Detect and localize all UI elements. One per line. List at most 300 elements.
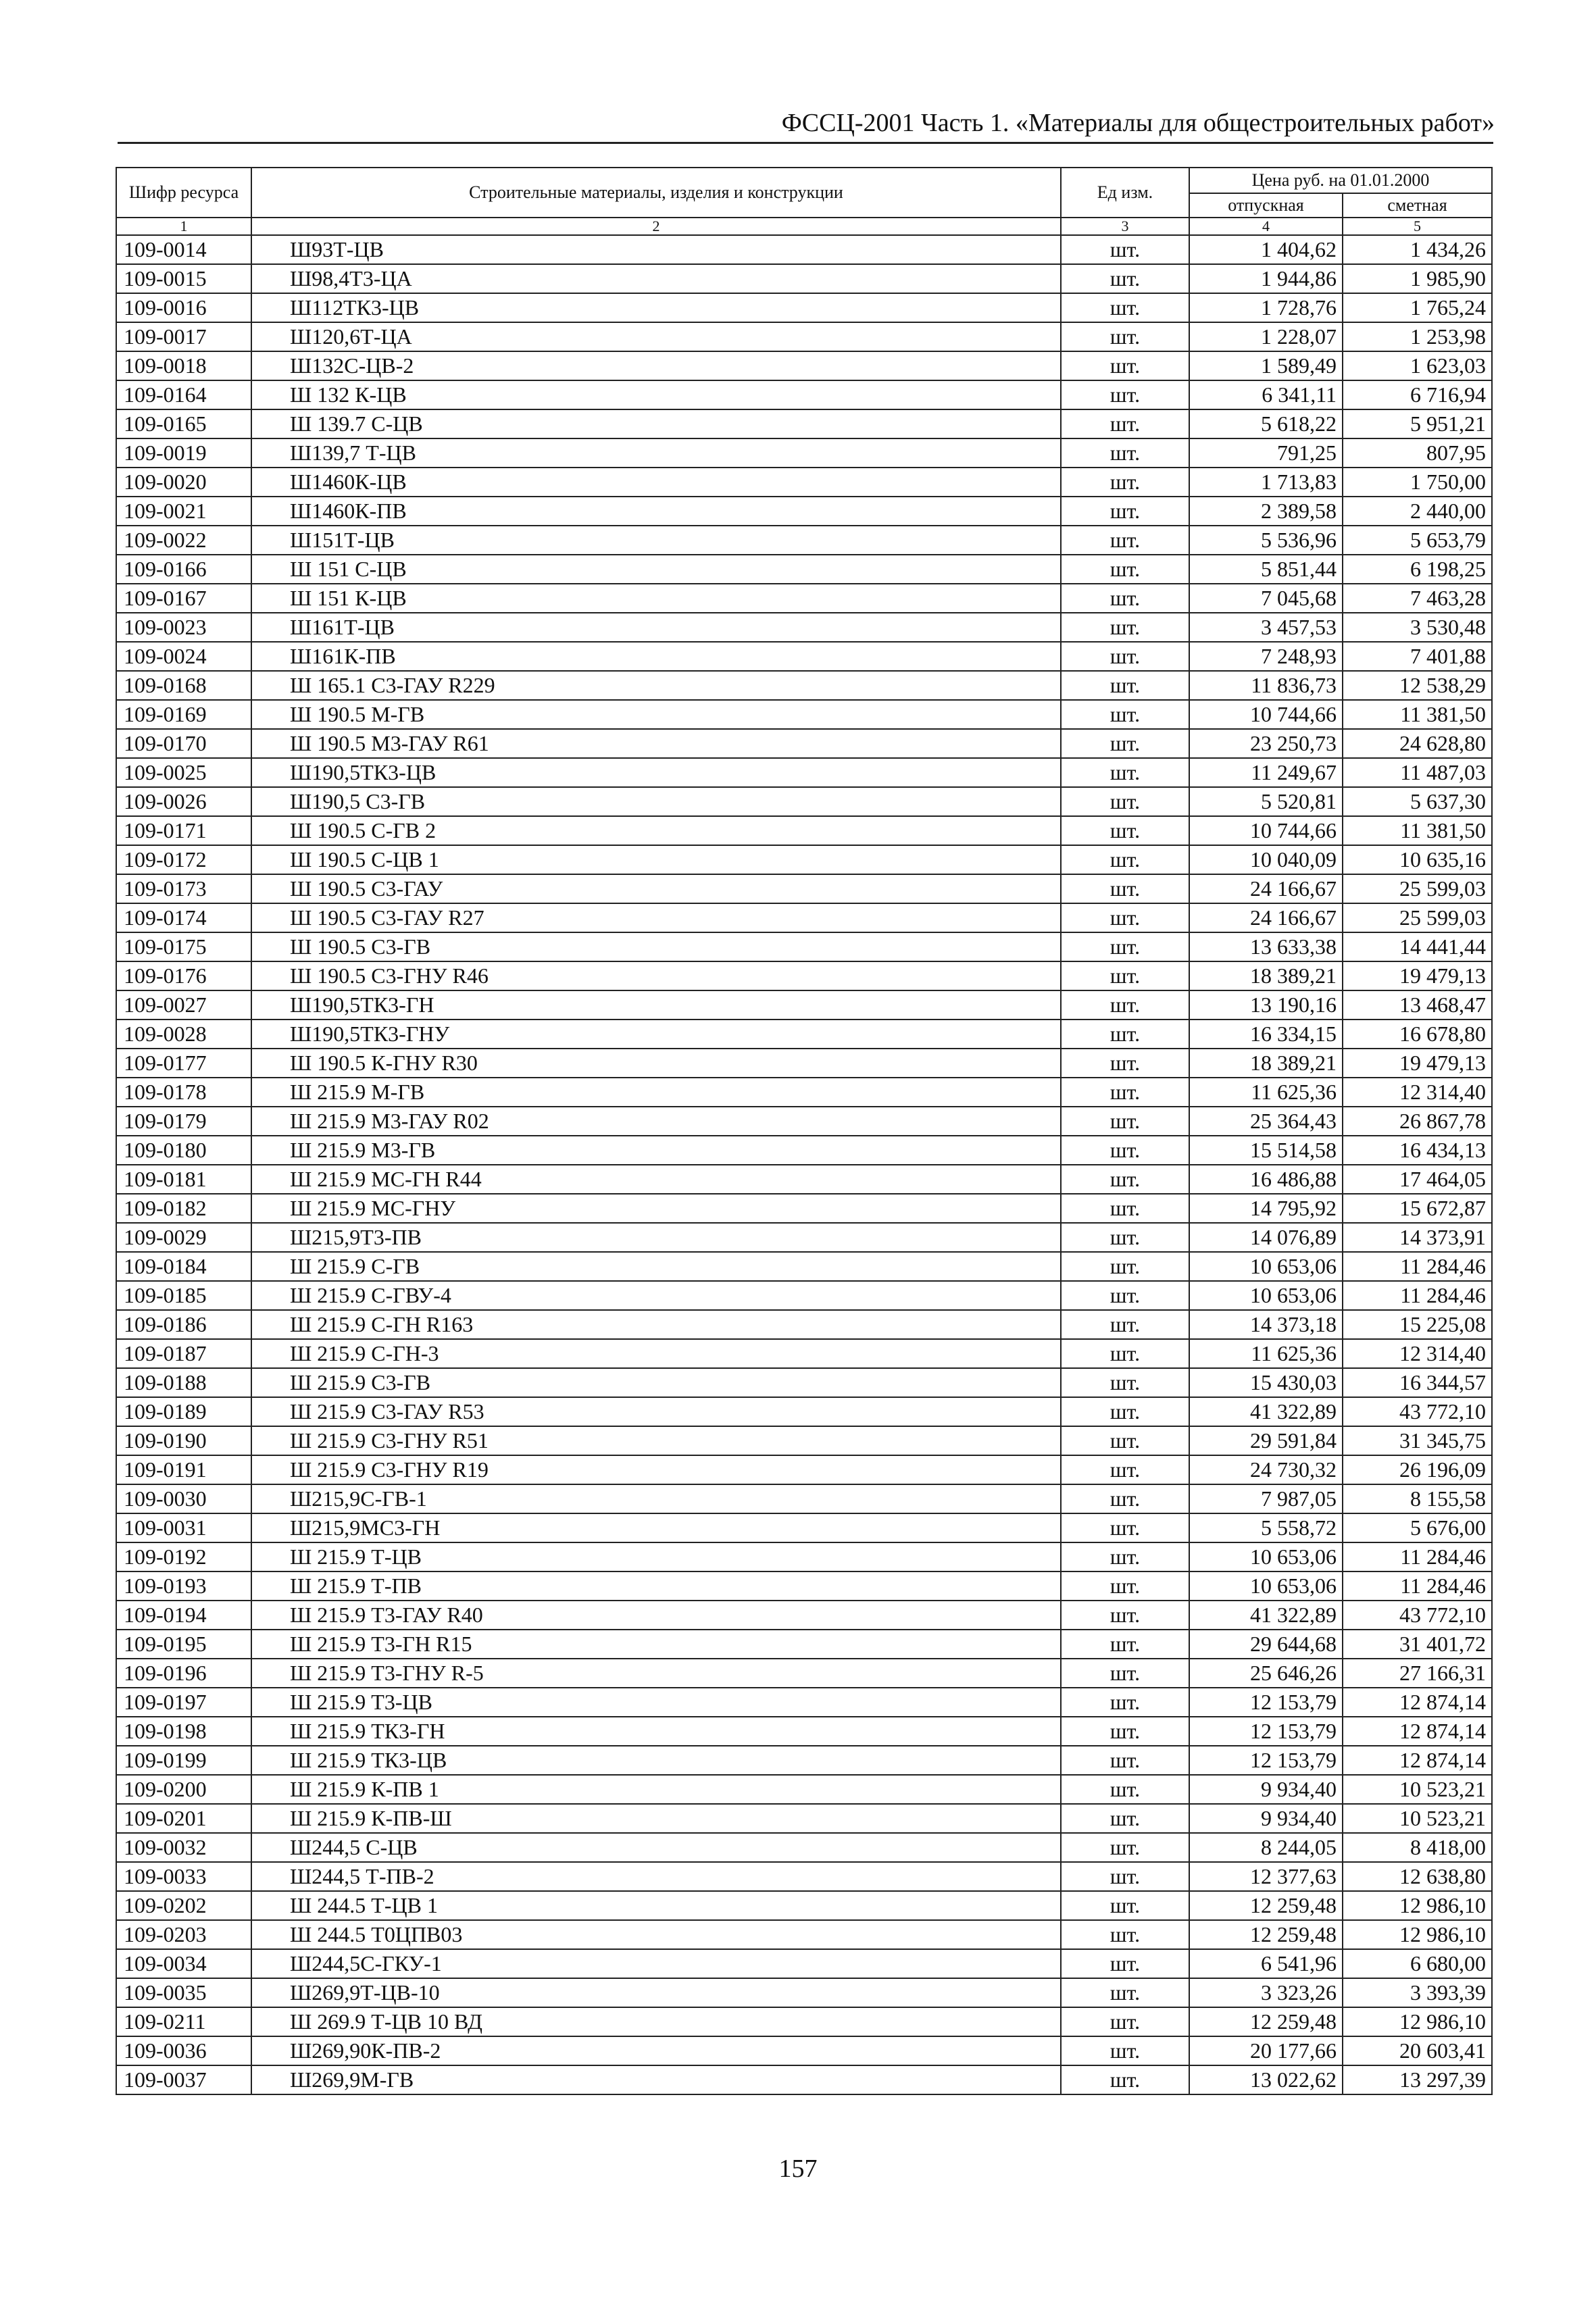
cell-resource-code: 109-0202 — [116, 1891, 251, 1920]
cell-resource-code: 109-0164 — [116, 380, 251, 409]
cell-material-name: Ш 215.9 Т3-ГНУ R-5 — [251, 1659, 1061, 1688]
cell-estimate-price: 1 434,26 — [1343, 235, 1492, 264]
cell-wholesale-price: 9 934,40 — [1189, 1804, 1343, 1833]
cell-material-name: Ш215,9МС3-ГН — [251, 1513, 1061, 1542]
cell-resource-code: 109-0179 — [116, 1107, 251, 1136]
cell-material-name: Ш269,90К-ПВ-2 — [251, 2036, 1061, 2065]
cell-resource-code: 109-0166 — [116, 555, 251, 584]
cell-wholesale-price: 3 323,26 — [1189, 1978, 1343, 2007]
cell-resource-code: 109-0177 — [116, 1049, 251, 1078]
cell-wholesale-price: 12 259,48 — [1189, 1891, 1343, 1920]
cell-resource-code: 109-0170 — [116, 729, 251, 758]
cell-estimate-price: 10 523,21 — [1343, 1804, 1492, 1833]
page-header-title: ФССЦ-2001 Часть 1. «Материалы для общестроительных работ» — [781, 109, 1495, 137]
cell-unit: шт. — [1061, 1310, 1189, 1339]
cell-wholesale-price: 10 653,06 — [1189, 1542, 1343, 1571]
cell-unit: шт. — [1061, 235, 1189, 264]
table-row — [116, 903, 1492, 932]
cell-unit: шт. — [1061, 903, 1189, 932]
cell-wholesale-price: 15 514,58 — [1189, 1136, 1343, 1165]
cell-resource-code: 109-0196 — [116, 1659, 251, 1688]
table-row — [116, 264, 1492, 293]
cell-unit: шт. — [1061, 845, 1189, 874]
cell-resource-code: 109-0024 — [116, 642, 251, 671]
cell-unit: шт. — [1061, 1339, 1189, 1368]
cell-resource-code: 109-0195 — [116, 1630, 251, 1659]
cell-unit: шт. — [1061, 1804, 1189, 1833]
table-row — [116, 613, 1492, 642]
cell-resource-code: 109-0037 — [116, 2065, 251, 2094]
cell-wholesale-price: 5 536,96 — [1189, 526, 1343, 555]
cell-resource-code: 109-0015 — [116, 264, 251, 293]
table-row — [116, 1194, 1492, 1223]
cell-material-name: Ш132С-ЦВ-2 — [251, 351, 1061, 380]
cell-material-name: Ш161К-ПВ — [251, 642, 1061, 671]
cell-material-name: Ш 269.9 Т-ЦВ 10 ВД — [251, 2007, 1061, 2036]
cell-unit: шт. — [1061, 1165, 1189, 1194]
cell-resource-code: 109-0169 — [116, 700, 251, 729]
cell-estimate-price: 12 638,80 — [1343, 1862, 1492, 1891]
cell-material-name: Ш 190.5 М-ГВ — [251, 700, 1061, 729]
cell-estimate-price: 807,95 — [1343, 438, 1492, 468]
cell-estimate-price: 11 381,50 — [1343, 700, 1492, 729]
cell-estimate-price: 11 284,46 — [1343, 1542, 1492, 1571]
cell-resource-code: 109-0191 — [116, 1455, 251, 1484]
cell-material-name: Ш 190.5 С3-ГНУ R46 — [251, 961, 1061, 990]
cell-unit: шт. — [1061, 1252, 1189, 1281]
cell-material-name: Ш 139.7 С-ЦВ — [251, 409, 1061, 438]
cell-estimate-price: 1 765,24 — [1343, 293, 1492, 322]
cell-estimate-price: 1 623,03 — [1343, 351, 1492, 380]
cell-material-name: Ш 190.5 С-ЦВ 1 — [251, 845, 1061, 874]
table-row — [116, 1571, 1492, 1601]
table-row — [116, 1949, 1492, 1978]
cell-resource-code: 109-0026 — [116, 787, 251, 816]
cell-resource-code: 109-0032 — [116, 1833, 251, 1862]
cell-material-name: Ш215,9Т3-ПВ — [251, 1223, 1061, 1252]
cell-wholesale-price: 12 259,48 — [1189, 1920, 1343, 1949]
cell-unit: шт. — [1061, 1891, 1189, 1920]
table-row — [116, 1455, 1492, 1484]
cell-material-name: Ш 215.9 Т-ПВ — [251, 1571, 1061, 1601]
cell-unit: шт. — [1061, 1455, 1189, 1484]
cell-resource-code: 109-0200 — [116, 1775, 251, 1804]
table-row — [116, 1078, 1492, 1107]
cell-estimate-price: 10 523,21 — [1343, 1775, 1492, 1804]
cell-material-name: Ш 215.9 МС-ГН R44 — [251, 1165, 1061, 1194]
cell-material-name: Ш190,5 С3-ГВ — [251, 787, 1061, 816]
table-row — [116, 671, 1492, 700]
cell-estimate-price: 1 985,90 — [1343, 264, 1492, 293]
cell-wholesale-price: 5 520,81 — [1189, 787, 1343, 816]
cell-resource-code: 109-0173 — [116, 874, 251, 903]
cell-unit: шт. — [1061, 1571, 1189, 1601]
cell-estimate-price: 19 479,13 — [1343, 1049, 1492, 1078]
cell-unit: шт. — [1061, 613, 1189, 642]
cell-material-name: Ш 215.9 Т-ЦВ — [251, 1542, 1061, 1571]
cell-resource-code: 109-0194 — [116, 1601, 251, 1630]
cell-resource-code: 109-0199 — [116, 1746, 251, 1775]
cell-unit: шт. — [1061, 1484, 1189, 1513]
cell-estimate-price: 16 678,80 — [1343, 1020, 1492, 1049]
cell-wholesale-price: 10 744,66 — [1189, 700, 1343, 729]
cell-material-name: Ш 215.9 С3-ГНУ R19 — [251, 1455, 1061, 1484]
table-row — [116, 322, 1492, 351]
cell-unit: шт. — [1061, 1659, 1189, 1688]
cell-unit: шт. — [1061, 961, 1189, 990]
table-row — [116, 409, 1492, 438]
cell-resource-code: 109-0192 — [116, 1542, 251, 1571]
cell-material-name: Ш 190.5 М3-ГАУ R61 — [251, 729, 1061, 758]
cell-material-name: Ш244,5 Т-ПВ-2 — [251, 1862, 1061, 1891]
cell-estimate-price: 13 297,39 — [1343, 2065, 1492, 2094]
cell-wholesale-price: 10 653,06 — [1189, 1571, 1343, 1601]
cell-wholesale-price: 7 045,68 — [1189, 584, 1343, 613]
col-number: 1 — [116, 218, 251, 235]
table-row — [116, 1252, 1492, 1281]
cell-wholesale-price: 2 389,58 — [1189, 497, 1343, 526]
cell-material-name: Ш 215.9 К-ПВ 1 — [251, 1775, 1061, 1804]
cell-estimate-price: 5 951,21 — [1343, 409, 1492, 438]
cell-unit: шт. — [1061, 1078, 1189, 1107]
cell-unit: шт. — [1061, 1194, 1189, 1223]
table-row — [116, 1717, 1492, 1746]
cell-estimate-price: 31 401,72 — [1343, 1630, 1492, 1659]
table-row — [116, 468, 1492, 497]
table-row — [116, 2065, 1492, 2094]
cell-wholesale-price: 12 377,63 — [1189, 1862, 1343, 1891]
cell-wholesale-price: 13 633,38 — [1189, 932, 1343, 961]
table-row — [116, 1688, 1492, 1717]
cell-wholesale-price: 6 341,11 — [1189, 380, 1343, 409]
cell-resource-code: 109-0035 — [116, 1978, 251, 2007]
cell-wholesale-price: 10 653,06 — [1189, 1281, 1343, 1310]
cell-resource-code: 109-0186 — [116, 1310, 251, 1339]
cell-estimate-price: 3 393,39 — [1343, 1978, 1492, 2007]
cell-wholesale-price: 1 713,83 — [1189, 468, 1343, 497]
cell-unit: шт. — [1061, 816, 1189, 845]
cell-estimate-price: 12 874,14 — [1343, 1746, 1492, 1775]
cell-material-name: Ш190,5ТК3-ЦВ — [251, 758, 1061, 787]
table-row — [116, 1339, 1492, 1368]
col-number: 5 — [1343, 218, 1492, 235]
cell-resource-code: 109-0018 — [116, 351, 251, 380]
table-row — [116, 1891, 1492, 1920]
cell-material-name: Ш 215.9 С3-ГНУ R51 — [251, 1426, 1061, 1455]
table-row — [116, 1368, 1492, 1397]
cell-resource-code: 109-0185 — [116, 1281, 251, 1310]
cell-resource-code: 109-0201 — [116, 1804, 251, 1833]
cell-unit: шт. — [1061, 874, 1189, 903]
cell-material-name: Ш 244.5 Т0ЦПВ03 — [251, 1920, 1061, 1949]
cell-resource-code: 109-0017 — [116, 322, 251, 351]
col-header-unit: Ед изм. — [1061, 168, 1189, 218]
table-row — [116, 1513, 1492, 1542]
cell-wholesale-price: 11 625,36 — [1189, 1078, 1343, 1107]
cell-material-name: Ш139,7 Т-ЦВ — [251, 438, 1061, 468]
cell-unit: шт. — [1061, 1717, 1189, 1746]
cell-wholesale-price: 10 744,66 — [1189, 816, 1343, 845]
cell-resource-code: 109-0022 — [116, 526, 251, 555]
cell-wholesale-price: 24 166,67 — [1189, 874, 1343, 903]
cell-wholesale-price: 13 022,62 — [1189, 2065, 1343, 2094]
cell-material-name: Ш 215.9 ТК3-ЦВ — [251, 1746, 1061, 1775]
cell-material-name: Ш 190.5 С3-ГВ — [251, 932, 1061, 961]
cell-wholesale-price: 12 153,79 — [1189, 1746, 1343, 1775]
cell-resource-code: 109-0172 — [116, 845, 251, 874]
cell-wholesale-price: 5 618,22 — [1189, 409, 1343, 438]
cell-wholesale-price: 7 987,05 — [1189, 1484, 1343, 1513]
cell-unit: шт. — [1061, 380, 1189, 409]
cell-resource-code: 109-0020 — [116, 468, 251, 497]
cell-material-name: Ш 165.1 С3-ГАУ R229 — [251, 671, 1061, 700]
cell-estimate-price: 8 155,58 — [1343, 1484, 1492, 1513]
col-header-wholesale: отпускная — [1189, 193, 1343, 218]
cell-resource-code: 109-0175 — [116, 932, 251, 961]
cell-material-name: Ш244,5 С-ЦВ — [251, 1833, 1061, 1862]
cell-wholesale-price: 1 404,62 — [1189, 235, 1343, 264]
table-row — [116, 351, 1492, 380]
cell-unit: шт. — [1061, 1223, 1189, 1252]
cell-material-name: Ш 215.9 С-ГН R163 — [251, 1310, 1061, 1339]
cell-wholesale-price: 1 944,86 — [1189, 264, 1343, 293]
cell-resource-code: 109-0028 — [116, 1020, 251, 1049]
cell-wholesale-price: 1 728,76 — [1189, 293, 1343, 322]
cell-wholesale-price: 6 541,96 — [1189, 1949, 1343, 1978]
cell-material-name: Ш215,9С-ГВ-1 — [251, 1484, 1061, 1513]
cell-estimate-price: 1 750,00 — [1343, 468, 1492, 497]
cell-estimate-price: 7 463,28 — [1343, 584, 1492, 613]
cell-material-name: Ш 215.9 С3-ГАУ R53 — [251, 1397, 1061, 1426]
cell-unit: шт. — [1061, 584, 1189, 613]
cell-estimate-price: 43 772,10 — [1343, 1397, 1492, 1426]
cell-wholesale-price: 23 250,73 — [1189, 729, 1343, 758]
cell-unit: шт. — [1061, 787, 1189, 816]
table-row — [116, 293, 1492, 322]
cell-estimate-price: 12 314,40 — [1343, 1339, 1492, 1368]
cell-wholesale-price: 11 249,67 — [1189, 758, 1343, 787]
table-row — [116, 874, 1492, 903]
cell-unit: шт. — [1061, 555, 1189, 584]
cell-wholesale-price: 13 190,16 — [1189, 990, 1343, 1020]
cell-wholesale-price: 10 653,06 — [1189, 1252, 1343, 1281]
cell-unit: шт. — [1061, 1746, 1189, 1775]
table-body — [116, 235, 1492, 2094]
cell-resource-code: 109-0184 — [116, 1252, 251, 1281]
cell-unit: шт. — [1061, 1281, 1189, 1310]
cell-material-name: Ш 215.9 М3-ГВ — [251, 1136, 1061, 1165]
table-row — [116, 1804, 1492, 1833]
cell-unit: шт. — [1061, 1136, 1189, 1165]
cell-material-name: Ш 215.9 М3-ГАУ R02 — [251, 1107, 1061, 1136]
cell-resource-code: 109-0180 — [116, 1136, 251, 1165]
cell-estimate-price: 6 716,94 — [1343, 380, 1492, 409]
cell-estimate-price: 25 599,03 — [1343, 874, 1492, 903]
cell-resource-code: 109-0188 — [116, 1368, 251, 1397]
cell-material-name: Ш 244.5 Т-ЦВ 1 — [251, 1891, 1061, 1920]
table-row — [116, 1484, 1492, 1513]
table-row — [116, 1630, 1492, 1659]
cell-resource-code: 109-0181 — [116, 1165, 251, 1194]
cell-unit: шт. — [1061, 351, 1189, 380]
cell-resource-code: 109-0025 — [116, 758, 251, 787]
cell-material-name: Ш 215.9 С3-ГВ — [251, 1368, 1061, 1397]
col-header-name: Строительные материалы, изделия и конструкции — [251, 168, 1061, 218]
cell-estimate-price: 12 986,10 — [1343, 2007, 1492, 2036]
table-row — [116, 700, 1492, 729]
cell-wholesale-price: 12 153,79 — [1189, 1688, 1343, 1717]
cell-unit: шт. — [1061, 1601, 1189, 1630]
cell-material-name: Ш112ТК3-ЦВ — [251, 293, 1061, 322]
cell-estimate-price: 2 440,00 — [1343, 497, 1492, 526]
cell-wholesale-price: 12 259,48 — [1189, 2007, 1343, 2036]
cell-unit: шт. — [1061, 2007, 1189, 2036]
cell-unit: шт. — [1061, 932, 1189, 961]
cell-resource-code: 109-0203 — [116, 1920, 251, 1949]
cell-estimate-price: 16 434,13 — [1343, 1136, 1492, 1165]
cell-unit: шт. — [1061, 1542, 1189, 1571]
cell-wholesale-price: 1 228,07 — [1189, 322, 1343, 351]
cell-resource-code: 109-0171 — [116, 816, 251, 845]
cell-estimate-price: 6 680,00 — [1343, 1949, 1492, 1978]
cell-wholesale-price: 25 364,43 — [1189, 1107, 1343, 1136]
cell-wholesale-price: 11 625,36 — [1189, 1339, 1343, 1368]
cell-wholesale-price: 16 334,15 — [1189, 1020, 1343, 1049]
cell-material-name: Ш 215.9 Т3-ГАУ R40 — [251, 1601, 1061, 1630]
cell-wholesale-price: 24 166,67 — [1189, 903, 1343, 932]
cell-estimate-price: 11 284,46 — [1343, 1281, 1492, 1310]
table-row — [116, 2007, 1492, 2036]
cell-resource-code: 109-0021 — [116, 497, 251, 526]
cell-wholesale-price: 16 486,88 — [1189, 1165, 1343, 1194]
cell-wholesale-price: 41 322,89 — [1189, 1601, 1343, 1630]
cell-unit: шт. — [1061, 1368, 1189, 1397]
cell-estimate-price: 12 874,14 — [1343, 1688, 1492, 1717]
cell-unit: шт. — [1061, 1862, 1189, 1891]
cell-material-name: Ш 190.5 С3-ГАУ — [251, 874, 1061, 903]
cell-material-name: Ш269,9М-ГВ — [251, 2065, 1061, 2094]
cell-estimate-price: 17 464,05 — [1343, 1165, 1492, 1194]
cell-resource-code: 109-0174 — [116, 903, 251, 932]
cell-wholesale-price: 12 153,79 — [1189, 1717, 1343, 1746]
table-row — [116, 1136, 1492, 1165]
cell-estimate-price: 11 284,46 — [1343, 1252, 1492, 1281]
table-row — [116, 1920, 1492, 1949]
cell-estimate-price: 11 284,46 — [1343, 1571, 1492, 1601]
cell-wholesale-price: 7 248,93 — [1189, 642, 1343, 671]
cell-estimate-price: 19 479,13 — [1343, 961, 1492, 990]
cell-resource-code: 109-0189 — [116, 1397, 251, 1426]
cell-estimate-price: 12 874,14 — [1343, 1717, 1492, 1746]
cell-resource-code: 109-0036 — [116, 2036, 251, 2065]
cell-estimate-price: 5 637,30 — [1343, 787, 1492, 816]
table-row — [116, 990, 1492, 1020]
cell-material-name: Ш 215.9 С-ГВУ-4 — [251, 1281, 1061, 1310]
col-header-estimate: сметная — [1343, 193, 1492, 218]
cell-wholesale-price: 18 389,21 — [1189, 1049, 1343, 1078]
col-number: 4 — [1189, 218, 1343, 235]
header-rule — [118, 142, 1493, 144]
cell-wholesale-price: 11 836,73 — [1189, 671, 1343, 700]
cell-material-name: Ш 190.5 С3-ГАУ R27 — [251, 903, 1061, 932]
cell-wholesale-price: 24 730,32 — [1189, 1455, 1343, 1484]
cell-unit: шт. — [1061, 1688, 1189, 1717]
cell-resource-code: 109-0193 — [116, 1571, 251, 1601]
cell-estimate-price: 26 196,09 — [1343, 1455, 1492, 1484]
cell-estimate-price: 12 314,40 — [1343, 1078, 1492, 1107]
page-number: 157 — [778, 2155, 818, 2183]
cell-estimate-price: 43 772,10 — [1343, 1601, 1492, 1630]
cell-unit: шт. — [1061, 293, 1189, 322]
table-row — [116, 1165, 1492, 1194]
table-row — [116, 932, 1492, 961]
col-header-code: Шифр ресурса — [116, 168, 251, 218]
cell-wholesale-price: 10 040,09 — [1189, 845, 1343, 874]
cell-material-name: Ш269,9Т-ЦВ-10 — [251, 1978, 1061, 2007]
cell-unit: шт. — [1061, 1426, 1189, 1455]
cell-resource-code: 109-0031 — [116, 1513, 251, 1542]
price-table — [116, 167, 1493, 2095]
cell-resource-code: 109-0033 — [116, 1862, 251, 1891]
cell-resource-code: 109-0165 — [116, 409, 251, 438]
cell-material-name: Ш 151 К-ЦВ — [251, 584, 1061, 613]
cell-unit: шт. — [1061, 2036, 1189, 2065]
cell-unit: шт. — [1061, 1833, 1189, 1862]
cell-wholesale-price: 791,25 — [1189, 438, 1343, 468]
cell-estimate-price: 11 487,03 — [1343, 758, 1492, 787]
cell-wholesale-price: 18 389,21 — [1189, 961, 1343, 990]
cell-material-name: Ш 215.9 Т3-ГН R15 — [251, 1630, 1061, 1659]
table-row — [116, 1978, 1492, 2007]
cell-material-name: Ш 215.9 С-ГН-3 — [251, 1339, 1061, 1368]
cell-estimate-price: 10 635,16 — [1343, 845, 1492, 874]
table-row — [116, 555, 1492, 584]
cell-estimate-price: 11 381,50 — [1343, 816, 1492, 845]
cell-resource-code: 109-0167 — [116, 584, 251, 613]
cell-unit: шт. — [1061, 322, 1189, 351]
cell-unit: шт. — [1061, 729, 1189, 758]
table-row — [116, 1775, 1492, 1804]
cell-material-name: Ш1460К-ЦВ — [251, 468, 1061, 497]
cell-estimate-price: 12 986,10 — [1343, 1920, 1492, 1949]
cell-material-name: Ш 151 С-ЦВ — [251, 555, 1061, 584]
cell-wholesale-price: 8 244,05 — [1189, 1833, 1343, 1862]
cell-estimate-price: 12 538,29 — [1343, 671, 1492, 700]
cell-material-name: Ш 215.9 МС-ГНУ — [251, 1194, 1061, 1223]
table-row — [116, 642, 1492, 671]
table-row — [116, 1281, 1492, 1310]
table-row — [116, 1310, 1492, 1339]
cell-estimate-price: 3 530,48 — [1343, 613, 1492, 642]
cell-estimate-price: 26 867,78 — [1343, 1107, 1492, 1136]
cell-material-name: Ш 215.9 Т3-ЦВ — [251, 1688, 1061, 1717]
table-row — [116, 235, 1492, 264]
cell-estimate-price: 12 986,10 — [1343, 1891, 1492, 1920]
cell-estimate-price: 20 603,41 — [1343, 2036, 1492, 2065]
table-row — [116, 1426, 1492, 1455]
cell-unit: шт. — [1061, 526, 1189, 555]
cell-estimate-price: 27 166,31 — [1343, 1659, 1492, 1688]
cell-wholesale-price: 1 589,49 — [1189, 351, 1343, 380]
cell-unit: шт. — [1061, 1978, 1189, 2007]
cell-material-name: Ш 132 К-ЦВ — [251, 380, 1061, 409]
cell-unit: шт. — [1061, 642, 1189, 671]
table-row — [116, 1223, 1492, 1252]
cell-unit: шт. — [1061, 700, 1189, 729]
cell-unit: шт. — [1061, 264, 1189, 293]
cell-estimate-price: 8 418,00 — [1343, 1833, 1492, 1862]
cell-estimate-price: 25 599,03 — [1343, 903, 1492, 932]
